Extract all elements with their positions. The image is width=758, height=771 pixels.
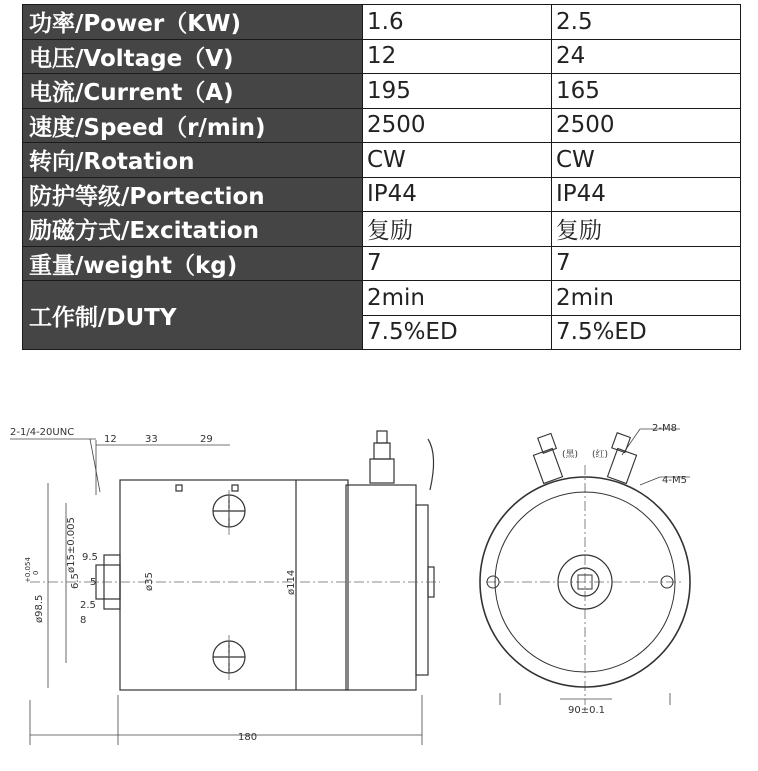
dim-35: ø35 [144, 572, 155, 591]
spec-value-1: IP44 [363, 177, 552, 212]
dim-33: 33 [145, 434, 158, 445]
spec-row [23, 246, 741, 281]
duty-label: 工作制/DUTY [23, 281, 363, 350]
spec-value-2: 7 [552, 246, 741, 281]
spec-value-2: 165 [552, 74, 741, 109]
dim-98: ø98.5 [34, 594, 45, 623]
spec-row [23, 177, 741, 212]
spec-value-1: 7 [363, 246, 552, 281]
spec-row [23, 108, 741, 143]
spec-value-1: 12 [363, 39, 552, 74]
spec-value-2: CW [552, 143, 741, 178]
dim-2-5: 2.5 [80, 600, 96, 611]
dim-90: 90±0.1 [568, 705, 606, 716]
spec-label: 功率/Power（KW) [23, 5, 363, 40]
spec-row [23, 212, 741, 247]
spec-label: 重量/weight（kg) [23, 246, 363, 281]
spec-label: 防护等级/Portection [23, 177, 363, 212]
dim-8: 8 [80, 615, 87, 626]
spec-value-1: 复励 [363, 212, 552, 247]
spec-row-duty [23, 281, 741, 316]
spec-label: 电压/Voltage（V) [23, 39, 363, 74]
duty-value-1a: 2min [363, 281, 552, 316]
spec-value-2: IP44 [552, 177, 741, 212]
label-red: (红) [592, 450, 609, 460]
spec-value-1: 195 [363, 74, 552, 109]
motor-technical-drawing [0, 395, 758, 771]
spec-label: 电流/Current（A) [23, 74, 363, 109]
spec-row [23, 74, 741, 109]
duty-value-2b: 7.5%ED [552, 315, 741, 350]
spec-value-1: 1.6 [363, 5, 552, 40]
dim-6-5: 6.5 [70, 573, 81, 589]
dim-29: 29 [200, 434, 213, 445]
spec-value-1: CW [363, 143, 552, 178]
spec-value-2: 复励 [552, 212, 741, 247]
dim-98-tol-lo: 0 [32, 570, 40, 575]
spec-table [22, 4, 741, 350]
spec-label: 励磁方式/Excitation [23, 212, 363, 247]
spec-label: 转向/Rotation [23, 143, 363, 178]
spec-value-2: 2500 [552, 108, 741, 143]
spec-row [23, 5, 741, 40]
spec-row [23, 143, 741, 178]
dim-9-5: 9.5 [82, 552, 98, 563]
dim-180: 180 [238, 732, 258, 743]
spec-value-1: 2500 [363, 108, 552, 143]
label-m8: 2-M8 [652, 423, 677, 434]
dim-shaft: ø15±0.005 [66, 517, 77, 573]
label-black: (黑) [562, 450, 579, 460]
end-cap [346, 485, 416, 690]
spec-label: 速度/Speed（r/min) [23, 108, 363, 143]
label-m5: 4-M5 [662, 475, 687, 486]
spec-table-body [23, 5, 741, 350]
dim-114: ø114 [286, 569, 297, 595]
drawing-svg [0, 395, 758, 767]
thread-label: 2-1/4-20UNC [10, 427, 75, 438]
spec-value-2: 24 [552, 39, 741, 74]
dim-98-tol-up: +0.054 [24, 557, 32, 583]
duty-value-1b: 7.5%ED [363, 315, 552, 350]
dim-12: 12 [104, 434, 117, 445]
duty-value-2a: 2min [552, 281, 741, 316]
spec-row [23, 39, 741, 74]
dim-5: 5 [90, 577, 97, 588]
spec-value-2: 2.5 [552, 5, 741, 40]
